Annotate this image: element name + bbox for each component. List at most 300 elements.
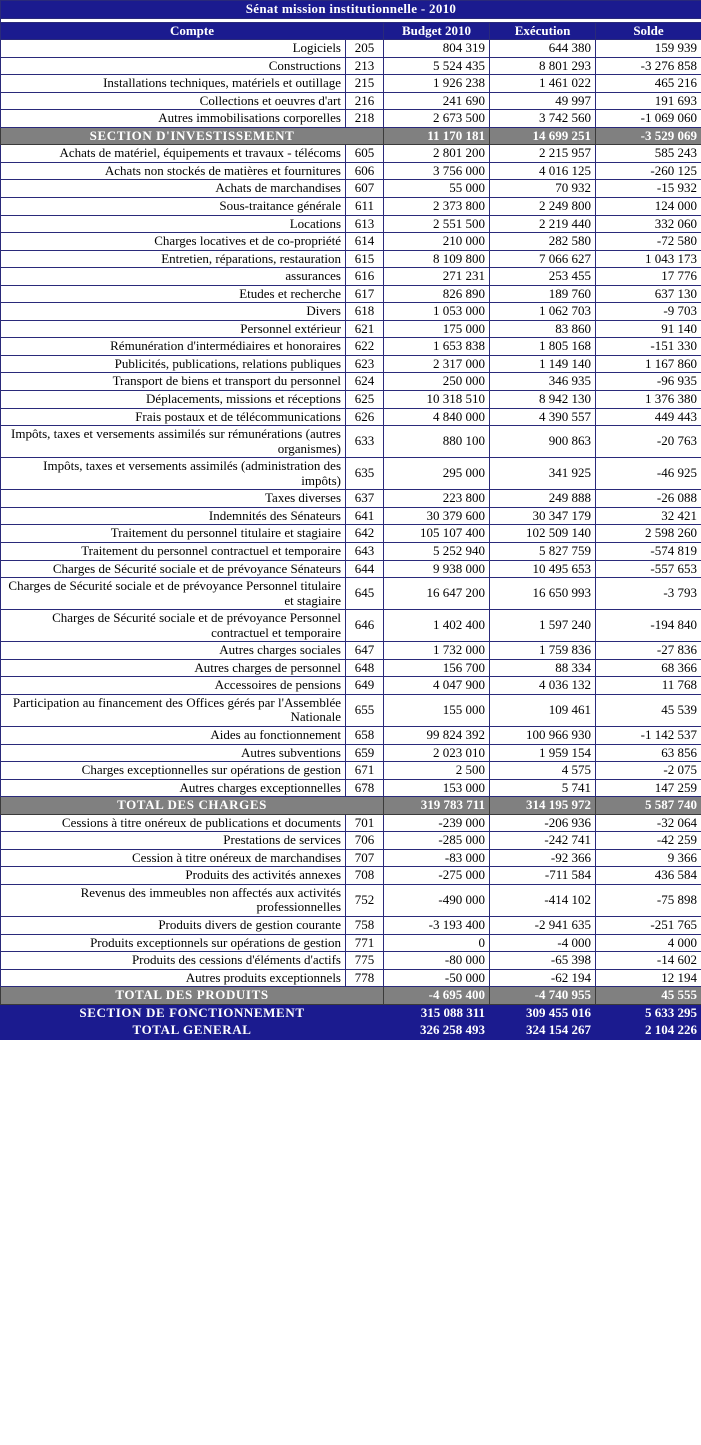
row-budget-value: 2 673 500 bbox=[384, 110, 490, 128]
row-label: Achats non stockés de matières et fournitures bbox=[1, 162, 346, 180]
row-account-code: 215 bbox=[346, 75, 384, 93]
table-row bbox=[1, 560, 701, 578]
row-execution-value: 102 509 140 bbox=[490, 525, 596, 543]
row-account-code: 622 bbox=[346, 338, 384, 356]
row-account-code: 213 bbox=[346, 57, 384, 75]
row-account-code: 624 bbox=[346, 373, 384, 391]
table-row bbox=[1, 916, 701, 934]
table-row bbox=[1, 490, 701, 508]
row-budget-value: 9 938 000 bbox=[384, 560, 490, 578]
table-row bbox=[1, 525, 701, 543]
row-execution-value: -4 740 955 bbox=[490, 987, 596, 1005]
row-label: Indemnités des Sénateurs bbox=[1, 507, 346, 525]
table-row bbox=[1, 145, 701, 163]
row-account-code: 621 bbox=[346, 320, 384, 338]
row-label: Logiciels bbox=[1, 40, 346, 58]
row-budget-value: 295 000 bbox=[384, 458, 490, 490]
row-balance-value: -251 765 bbox=[596, 916, 701, 934]
table-row bbox=[1, 285, 701, 303]
row-budget-value: 315 088 311 bbox=[384, 1004, 490, 1022]
row-account-code: 775 bbox=[346, 952, 384, 970]
row-budget-value: 2 317 000 bbox=[384, 355, 490, 373]
row-budget-value: 4 047 900 bbox=[384, 677, 490, 695]
row-execution-value: 1 959 154 bbox=[490, 744, 596, 762]
row-balance-value: -96 935 bbox=[596, 373, 701, 391]
row-label: Prestations de services bbox=[1, 832, 346, 850]
column-header-budget: Budget 2010 bbox=[384, 22, 490, 40]
table-row bbox=[1, 867, 701, 885]
row-budget-value: 1 402 400 bbox=[384, 610, 490, 642]
row-balance-value: -3 529 069 bbox=[596, 127, 701, 145]
table-row bbox=[1, 744, 701, 762]
row-execution-value: 83 860 bbox=[490, 320, 596, 338]
row-execution-value: 1 461 022 bbox=[490, 75, 596, 93]
row-account-code: 616 bbox=[346, 268, 384, 286]
table-row bbox=[1, 373, 701, 391]
row-budget-value: -490 000 bbox=[384, 884, 490, 916]
row-execution-value: 282 580 bbox=[490, 233, 596, 251]
row-account-code: 614 bbox=[346, 233, 384, 251]
row-account-code: 778 bbox=[346, 969, 384, 987]
row-label: Charges exceptionnelles sur opérations de gestion bbox=[1, 762, 346, 780]
table-row bbox=[1, 355, 701, 373]
row-balance-value: 449 443 bbox=[596, 408, 701, 426]
table-row bbox=[1, 762, 701, 780]
row-balance-value: -26 088 bbox=[596, 490, 701, 508]
grand-total-row bbox=[1, 1004, 701, 1022]
row-balance-value: 436 584 bbox=[596, 867, 701, 885]
row-execution-value: 4 575 bbox=[490, 762, 596, 780]
row-execution-value: 1 597 240 bbox=[490, 610, 596, 642]
row-budget-value: -275 000 bbox=[384, 867, 490, 885]
row-execution-value: 2 219 440 bbox=[490, 215, 596, 233]
row-label: Revenus des immeubles non affectés aux activités professionnelles bbox=[1, 884, 346, 916]
row-budget-value: -4 695 400 bbox=[384, 987, 490, 1005]
row-label: Installations techniques, matériels et outillage bbox=[1, 75, 346, 93]
row-account-code: 642 bbox=[346, 525, 384, 543]
row-budget-value: 5 524 435 bbox=[384, 57, 490, 75]
subtotal-row bbox=[1, 797, 701, 815]
row-budget-value: 99 824 392 bbox=[384, 726, 490, 744]
row-account-code: 216 bbox=[346, 92, 384, 110]
row-execution-value: 1 805 168 bbox=[490, 338, 596, 356]
row-account-code: 701 bbox=[346, 814, 384, 832]
table-row bbox=[1, 391, 701, 409]
row-execution-value: -62 194 bbox=[490, 969, 596, 987]
row-balance-value: 63 856 bbox=[596, 744, 701, 762]
row-execution-value: 4 016 125 bbox=[490, 162, 596, 180]
row-label: Accessoires de pensions bbox=[1, 677, 346, 695]
row-execution-value: -414 102 bbox=[490, 884, 596, 916]
row-balance-value: 32 421 bbox=[596, 507, 701, 525]
row-balance-value: -151 330 bbox=[596, 338, 701, 356]
row-budget-value: 826 890 bbox=[384, 285, 490, 303]
row-balance-value: 4 000 bbox=[596, 934, 701, 952]
row-label: Transport de biens et transport du personnel bbox=[1, 373, 346, 391]
row-execution-value: 341 925 bbox=[490, 458, 596, 490]
row-budget-value: 319 783 711 bbox=[384, 797, 490, 815]
row-account-code: 218 bbox=[346, 110, 384, 128]
row-balance-value: -20 763 bbox=[596, 426, 701, 458]
row-label: Produits des activités annexes bbox=[1, 867, 346, 885]
row-execution-value: 249 888 bbox=[490, 490, 596, 508]
row-budget-value: 0 bbox=[384, 934, 490, 952]
table-row bbox=[1, 180, 701, 198]
row-execution-value: 2 249 800 bbox=[490, 198, 596, 216]
table-row bbox=[1, 659, 701, 677]
row-account-code: 615 bbox=[346, 250, 384, 268]
row-balance-value: -3 276 858 bbox=[596, 57, 701, 75]
row-label: Impôts, taxes et versements assimilés sur rémunérations (autres organismes) bbox=[1, 426, 346, 458]
row-account-code: 643 bbox=[346, 542, 384, 560]
row-balance-value: 1 167 860 bbox=[596, 355, 701, 373]
row-account-code: 655 bbox=[346, 694, 384, 726]
table-header-row bbox=[1, 22, 701, 40]
row-budget-value: -50 000 bbox=[384, 969, 490, 987]
row-balance-value: -1 142 537 bbox=[596, 726, 701, 744]
row-execution-value: -2 941 635 bbox=[490, 916, 596, 934]
row-execution-value: 70 932 bbox=[490, 180, 596, 198]
row-label: Autres immobilisations corporelles bbox=[1, 110, 346, 128]
row-balance-value: 2 598 260 bbox=[596, 525, 701, 543]
row-execution-value: 10 495 653 bbox=[490, 560, 596, 578]
row-balance-value: -14 602 bbox=[596, 952, 701, 970]
row-execution-value: 324 154 267 bbox=[490, 1022, 596, 1040]
row-account-code: 605 bbox=[346, 145, 384, 163]
row-budget-value: 3 756 000 bbox=[384, 162, 490, 180]
row-execution-value: 16 650 993 bbox=[490, 578, 596, 610]
table-row bbox=[1, 40, 701, 58]
row-budget-value: 11 170 181 bbox=[384, 127, 490, 145]
row-budget-value: 55 000 bbox=[384, 180, 490, 198]
table-row bbox=[1, 75, 701, 93]
document-title-row bbox=[1, 1, 701, 19]
row-balance-value: 332 060 bbox=[596, 215, 701, 233]
row-balance-value: 159 939 bbox=[596, 40, 701, 58]
row-balance-value: -27 836 bbox=[596, 642, 701, 660]
row-label: Divers bbox=[1, 303, 346, 321]
row-account-code: 623 bbox=[346, 355, 384, 373]
row-budget-value: 2 373 800 bbox=[384, 198, 490, 216]
row-account-code: 644 bbox=[346, 560, 384, 578]
row-execution-value: 1 062 703 bbox=[490, 303, 596, 321]
row-label: Participation au financement des Offices gérés par l'Assemblée Nationale bbox=[1, 694, 346, 726]
row-balance-value: 585 243 bbox=[596, 145, 701, 163]
row-budget-value: 1 653 838 bbox=[384, 338, 490, 356]
row-account-code: 758 bbox=[346, 916, 384, 934]
row-execution-value: 8 942 130 bbox=[490, 391, 596, 409]
row-account-code: 641 bbox=[346, 507, 384, 525]
row-budget-value: 1 926 238 bbox=[384, 75, 490, 93]
row-balance-value: -72 580 bbox=[596, 233, 701, 251]
row-balance-value: 68 366 bbox=[596, 659, 701, 677]
row-execution-value: -92 366 bbox=[490, 849, 596, 867]
row-account-code: 625 bbox=[346, 391, 384, 409]
row-execution-value: -711 584 bbox=[490, 867, 596, 885]
row-balance-value: 2 104 226 bbox=[596, 1022, 701, 1040]
table-row bbox=[1, 952, 701, 970]
row-label: SECTION D'INVESTISSEMENT bbox=[1, 127, 384, 145]
row-budget-value: 271 231 bbox=[384, 268, 490, 286]
table-row bbox=[1, 969, 701, 987]
row-account-code: 606 bbox=[346, 162, 384, 180]
row-budget-value: 1 732 000 bbox=[384, 642, 490, 660]
row-budget-value: -3 193 400 bbox=[384, 916, 490, 934]
row-label: Etudes et recherche bbox=[1, 285, 346, 303]
row-balance-value: 124 000 bbox=[596, 198, 701, 216]
row-budget-value: 880 100 bbox=[384, 426, 490, 458]
row-balance-value: -32 064 bbox=[596, 814, 701, 832]
row-budget-value: 250 000 bbox=[384, 373, 490, 391]
row-budget-value: 153 000 bbox=[384, 779, 490, 797]
row-balance-value: -574 819 bbox=[596, 542, 701, 560]
row-label: Rémunération d'intermédiaires et honoraires bbox=[1, 338, 346, 356]
table-row bbox=[1, 303, 701, 321]
row-execution-value: 4 390 557 bbox=[490, 408, 596, 426]
row-budget-value: 30 379 600 bbox=[384, 507, 490, 525]
column-header-execution: Exécution bbox=[490, 22, 596, 40]
row-account-code: 618 bbox=[346, 303, 384, 321]
row-execution-value: 49 997 bbox=[490, 92, 596, 110]
row-execution-value: 3 742 560 bbox=[490, 110, 596, 128]
row-account-code: 611 bbox=[346, 198, 384, 216]
row-execution-value: 5 741 bbox=[490, 779, 596, 797]
column-header-account: Compte bbox=[1, 22, 384, 40]
row-execution-value: -65 398 bbox=[490, 952, 596, 970]
row-account-code: 617 bbox=[346, 285, 384, 303]
row-balance-value: 1 043 173 bbox=[596, 250, 701, 268]
row-balance-value: 12 194 bbox=[596, 969, 701, 987]
row-label: Constructions bbox=[1, 57, 346, 75]
row-account-code: 658 bbox=[346, 726, 384, 744]
table-row bbox=[1, 814, 701, 832]
row-execution-value: 109 461 bbox=[490, 694, 596, 726]
row-budget-value: -83 000 bbox=[384, 849, 490, 867]
row-budget-value: 105 107 400 bbox=[384, 525, 490, 543]
row-execution-value: 1 759 836 bbox=[490, 642, 596, 660]
table-row bbox=[1, 507, 701, 525]
row-execution-value: 100 966 930 bbox=[490, 726, 596, 744]
row-execution-value: 189 760 bbox=[490, 285, 596, 303]
row-balance-value: 147 259 bbox=[596, 779, 701, 797]
row-balance-value: -15 932 bbox=[596, 180, 701, 198]
row-account-code: 637 bbox=[346, 490, 384, 508]
row-account-code: 708 bbox=[346, 867, 384, 885]
row-execution-value: 88 334 bbox=[490, 659, 596, 677]
row-balance-value: -194 840 bbox=[596, 610, 701, 642]
row-label: Autres produits exceptionnels bbox=[1, 969, 346, 987]
row-execution-value: 30 347 179 bbox=[490, 507, 596, 525]
row-label: Charges de Sécurité sociale et de prévoyance Personnel contractuel et temporaire bbox=[1, 610, 346, 642]
row-label: Publicités, publications, relations publiques bbox=[1, 355, 346, 373]
row-budget-value: 8 109 800 bbox=[384, 250, 490, 268]
table-body bbox=[1, 40, 701, 1040]
row-label: Traitement du personnel contractuel et temporaire bbox=[1, 542, 346, 560]
row-label: TOTAL DES CHARGES bbox=[1, 797, 384, 815]
row-budget-value: 4 840 000 bbox=[384, 408, 490, 426]
row-budget-value: 2 023 010 bbox=[384, 744, 490, 762]
row-balance-value: 45 539 bbox=[596, 694, 701, 726]
row-budget-value: -239 000 bbox=[384, 814, 490, 832]
row-account-code: 648 bbox=[346, 659, 384, 677]
row-label: Autres charges sociales bbox=[1, 642, 346, 660]
row-balance-value: 9 366 bbox=[596, 849, 701, 867]
row-balance-value: -260 125 bbox=[596, 162, 701, 180]
table-row bbox=[1, 215, 701, 233]
row-label: Charges locatives et de co-propriété bbox=[1, 233, 346, 251]
row-label: Cession à titre onéreux de marchandises bbox=[1, 849, 346, 867]
row-budget-value: 2 551 500 bbox=[384, 215, 490, 233]
row-account-code: 633 bbox=[346, 426, 384, 458]
row-account-code: 205 bbox=[346, 40, 384, 58]
row-budget-value: 2 801 200 bbox=[384, 145, 490, 163]
row-label: Taxes diverses bbox=[1, 490, 346, 508]
row-label: Autres subventions bbox=[1, 744, 346, 762]
row-label: Personnel extérieur bbox=[1, 320, 346, 338]
row-balance-value: 5 633 295 bbox=[596, 1004, 701, 1022]
row-label: Locations bbox=[1, 215, 346, 233]
table-row bbox=[1, 677, 701, 695]
table-row bbox=[1, 110, 701, 128]
row-balance-value: 17 776 bbox=[596, 268, 701, 286]
row-label: Achats de marchandises bbox=[1, 180, 346, 198]
row-account-code: 707 bbox=[346, 849, 384, 867]
row-execution-value: 900 863 bbox=[490, 426, 596, 458]
row-balance-value: -42 259 bbox=[596, 832, 701, 850]
row-budget-value: 156 700 bbox=[384, 659, 490, 677]
table-row bbox=[1, 610, 701, 642]
row-account-code: 646 bbox=[346, 610, 384, 642]
row-balance-value: -1 069 060 bbox=[596, 110, 701, 128]
row-label: Produits divers de gestion courante bbox=[1, 916, 346, 934]
row-budget-value: 5 252 940 bbox=[384, 542, 490, 560]
row-budget-value: 241 690 bbox=[384, 92, 490, 110]
table-row bbox=[1, 884, 701, 916]
row-execution-value: 346 935 bbox=[490, 373, 596, 391]
row-label: assurances bbox=[1, 268, 346, 286]
row-execution-value: 309 455 016 bbox=[490, 1004, 596, 1022]
row-balance-value: -46 925 bbox=[596, 458, 701, 490]
table-row bbox=[1, 57, 701, 75]
row-label: Autres charges exceptionnelles bbox=[1, 779, 346, 797]
row-label: Collections et oeuvres d'art bbox=[1, 92, 346, 110]
row-budget-value: 155 000 bbox=[384, 694, 490, 726]
table-row bbox=[1, 338, 701, 356]
row-execution-value: 253 455 bbox=[490, 268, 596, 286]
row-balance-value: 5 587 740 bbox=[596, 797, 701, 815]
row-balance-value: 191 693 bbox=[596, 92, 701, 110]
row-execution-value: 8 801 293 bbox=[490, 57, 596, 75]
row-execution-value: 4 036 132 bbox=[490, 677, 596, 695]
row-account-code: 752 bbox=[346, 884, 384, 916]
row-budget-value: 223 800 bbox=[384, 490, 490, 508]
row-balance-value: -2 075 bbox=[596, 762, 701, 780]
table-row bbox=[1, 779, 701, 797]
table-row bbox=[1, 849, 701, 867]
row-label: Produits des cessions d'éléments d'actifs bbox=[1, 952, 346, 970]
row-budget-value: -285 000 bbox=[384, 832, 490, 850]
row-account-code: 607 bbox=[346, 180, 384, 198]
row-label: Charges de Sécurité sociale et de prévoyance Personnel titulaire et stagiaire bbox=[1, 578, 346, 610]
row-balance-value: 1 376 380 bbox=[596, 391, 701, 409]
row-account-code: 626 bbox=[346, 408, 384, 426]
row-balance-value: 91 140 bbox=[596, 320, 701, 338]
row-budget-value: 1 053 000 bbox=[384, 303, 490, 321]
row-account-code: 613 bbox=[346, 215, 384, 233]
table-row bbox=[1, 268, 701, 286]
row-label: Produits exceptionnels sur opérations de gestion bbox=[1, 934, 346, 952]
row-balance-value: -75 898 bbox=[596, 884, 701, 916]
row-account-code: 635 bbox=[346, 458, 384, 490]
row-label: Achats de matériel, équipements et travaux - télécoms bbox=[1, 145, 346, 163]
row-label: Entretien, réparations, restauration bbox=[1, 250, 346, 268]
row-execution-value: 314 195 972 bbox=[490, 797, 596, 815]
row-budget-value: 210 000 bbox=[384, 233, 490, 251]
table-row bbox=[1, 92, 701, 110]
row-execution-value: -206 936 bbox=[490, 814, 596, 832]
row-account-code: 647 bbox=[346, 642, 384, 660]
table-row bbox=[1, 694, 701, 726]
row-balance-value: 465 216 bbox=[596, 75, 701, 93]
row-execution-value: -4 000 bbox=[490, 934, 596, 952]
table-row bbox=[1, 726, 701, 744]
row-label: Cessions à titre onéreux de publications et documents bbox=[1, 814, 346, 832]
row-label: Déplacements, missions et réceptions bbox=[1, 391, 346, 409]
row-balance-value: -3 793 bbox=[596, 578, 701, 610]
row-execution-value: 644 380 bbox=[490, 40, 596, 58]
row-execution-value: 2 215 957 bbox=[490, 145, 596, 163]
row-label: Impôts, taxes et versements assimilés (administration des impôts) bbox=[1, 458, 346, 490]
table-row bbox=[1, 832, 701, 850]
grand-total-row bbox=[1, 1022, 701, 1040]
row-budget-value: 175 000 bbox=[384, 320, 490, 338]
row-account-code: 645 bbox=[346, 578, 384, 610]
table-row bbox=[1, 320, 701, 338]
subtotal-row bbox=[1, 987, 701, 1005]
row-label: Charges de Sécurité sociale et de prévoyance Sénateurs bbox=[1, 560, 346, 578]
row-account-code: 659 bbox=[346, 744, 384, 762]
table-row bbox=[1, 408, 701, 426]
row-label: Frais postaux et de télécommunications bbox=[1, 408, 346, 426]
table-row bbox=[1, 542, 701, 560]
page-title: Sénat mission institutionnelle - 2010 bbox=[1, 1, 701, 19]
row-execution-value: 5 827 759 bbox=[490, 542, 596, 560]
row-budget-value: 10 318 510 bbox=[384, 391, 490, 409]
table-row bbox=[1, 426, 701, 458]
table-row bbox=[1, 162, 701, 180]
table-row bbox=[1, 198, 701, 216]
row-label: SECTION DE FONCTIONNEMENT bbox=[1, 1004, 384, 1022]
row-balance-value: -9 703 bbox=[596, 303, 701, 321]
row-label: Sous-traitance générale bbox=[1, 198, 346, 216]
column-header-balance: Solde bbox=[596, 22, 701, 40]
row-execution-value: 7 066 627 bbox=[490, 250, 596, 268]
row-balance-value: 637 130 bbox=[596, 285, 701, 303]
table-row bbox=[1, 458, 701, 490]
row-account-code: 671 bbox=[346, 762, 384, 780]
row-account-code: 678 bbox=[346, 779, 384, 797]
row-execution-value: -242 741 bbox=[490, 832, 596, 850]
table-row bbox=[1, 934, 701, 952]
row-label: Aides au fonctionnement bbox=[1, 726, 346, 744]
row-budget-value: 16 647 200 bbox=[384, 578, 490, 610]
row-execution-value: 14 699 251 bbox=[490, 127, 596, 145]
subtotal-row bbox=[1, 127, 701, 145]
row-account-code: 771 bbox=[346, 934, 384, 952]
row-label: TOTAL GENERAL bbox=[1, 1022, 384, 1040]
row-label: TOTAL DES PRODUITS bbox=[1, 987, 384, 1005]
table-row bbox=[1, 578, 701, 610]
